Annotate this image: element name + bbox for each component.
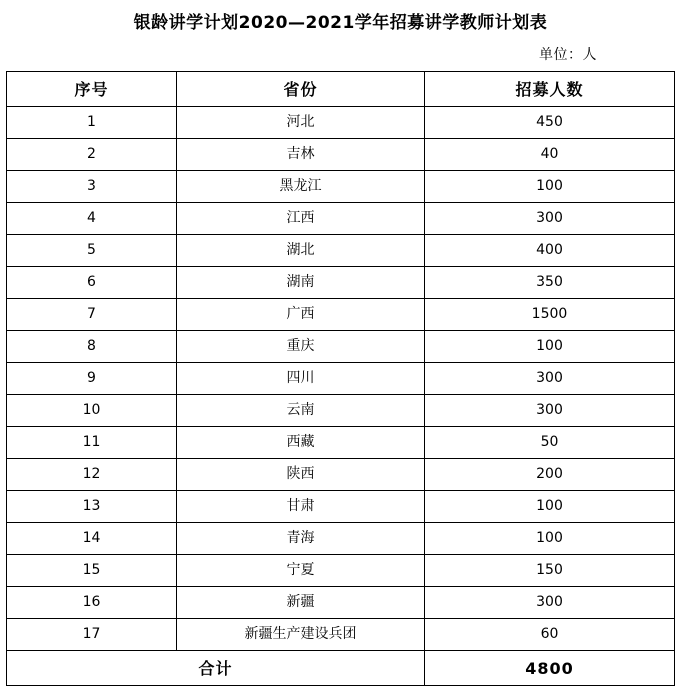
cell-index: 8: [7, 331, 177, 363]
table-row: [7, 395, 675, 427]
cell-count: 100: [425, 331, 675, 363]
cell-province: 湖北: [177, 235, 425, 267]
table-row: [7, 427, 675, 459]
table-body: [7, 107, 675, 686]
cell-count: 1500: [425, 299, 675, 331]
table-row: [7, 107, 675, 139]
cell-index: 16: [7, 587, 177, 619]
cell-count: 50: [425, 427, 675, 459]
cell-province: 黑龙江: [177, 171, 425, 203]
cell-index: 13: [7, 491, 177, 523]
cell-count: 100: [425, 491, 675, 523]
table-row: [7, 523, 675, 555]
cell-province: 青海: [177, 523, 425, 555]
cell-province: 重庆: [177, 331, 425, 363]
cell-province: 新疆: [177, 587, 425, 619]
cell-count: 60: [425, 619, 675, 651]
table-row: [7, 619, 675, 651]
cell-province: 吉林: [177, 139, 425, 171]
cell-count: 100: [425, 523, 675, 555]
table-row: [7, 171, 675, 203]
cell-count: 300: [425, 587, 675, 619]
table-row: [7, 267, 675, 299]
recruitment-plan-table: [6, 71, 675, 686]
table-header: [7, 72, 675, 107]
table-row: [7, 459, 675, 491]
cell-index: 6: [7, 267, 177, 299]
cell-count: 300: [425, 363, 675, 395]
column-header-province: 省份: [177, 72, 425, 107]
cell-count: 40: [425, 139, 675, 171]
cell-index: 3: [7, 171, 177, 203]
cell-count: 200: [425, 459, 675, 491]
table-row: [7, 235, 675, 267]
total-count: 4800: [425, 651, 675, 686]
cell-count: 300: [425, 203, 675, 235]
column-header-index: 序号: [7, 72, 177, 107]
table-total-row: [7, 651, 675, 686]
cell-index: 4: [7, 203, 177, 235]
cell-index: 5: [7, 235, 177, 267]
cell-province: 宁夏: [177, 555, 425, 587]
cell-province: 广西: [177, 299, 425, 331]
cell-province: 新疆生产建设兵团: [177, 619, 425, 651]
table-row: [7, 299, 675, 331]
cell-count: 450: [425, 107, 675, 139]
cell-index: 11: [7, 427, 177, 459]
table-row: [7, 203, 675, 235]
cell-index: 12: [7, 459, 177, 491]
table-row: [7, 139, 675, 171]
cell-province: 西藏: [177, 427, 425, 459]
table-row: [7, 491, 675, 523]
table-row: [7, 331, 675, 363]
cell-index: 17: [7, 619, 177, 651]
table-row: [7, 363, 675, 395]
cell-index: 2: [7, 139, 177, 171]
cell-index: 10: [7, 395, 177, 427]
page-title: 银龄讲学计划2020—2021学年招募讲学教师计划表: [133, 13, 548, 33]
column-header-count: 招募人数: [425, 72, 675, 107]
cell-count: 150: [425, 555, 675, 587]
table-row: [7, 587, 675, 619]
total-label: 合计: [7, 651, 425, 686]
cell-province: 陕西: [177, 459, 425, 491]
cell-province: 河北: [177, 107, 425, 139]
cell-count: 400: [425, 235, 675, 267]
cell-index: 7: [7, 299, 177, 331]
table-header-row: [7, 72, 675, 107]
cell-province: 湖南: [177, 267, 425, 299]
cell-province: 云南: [177, 395, 425, 427]
cell-index: 14: [7, 523, 177, 555]
cell-province: 江西: [177, 203, 425, 235]
table-row: [7, 555, 675, 587]
cell-index: 15: [7, 555, 177, 587]
cell-count: 300: [425, 395, 675, 427]
unit-note: 单位：人: [539, 47, 597, 64]
cell-index: 9: [7, 363, 177, 395]
cell-province: 甘肃: [177, 491, 425, 523]
cell-count: 350: [425, 267, 675, 299]
cell-count: 100: [425, 171, 675, 203]
cell-province: 四川: [177, 363, 425, 395]
cell-index: 1: [7, 107, 177, 139]
